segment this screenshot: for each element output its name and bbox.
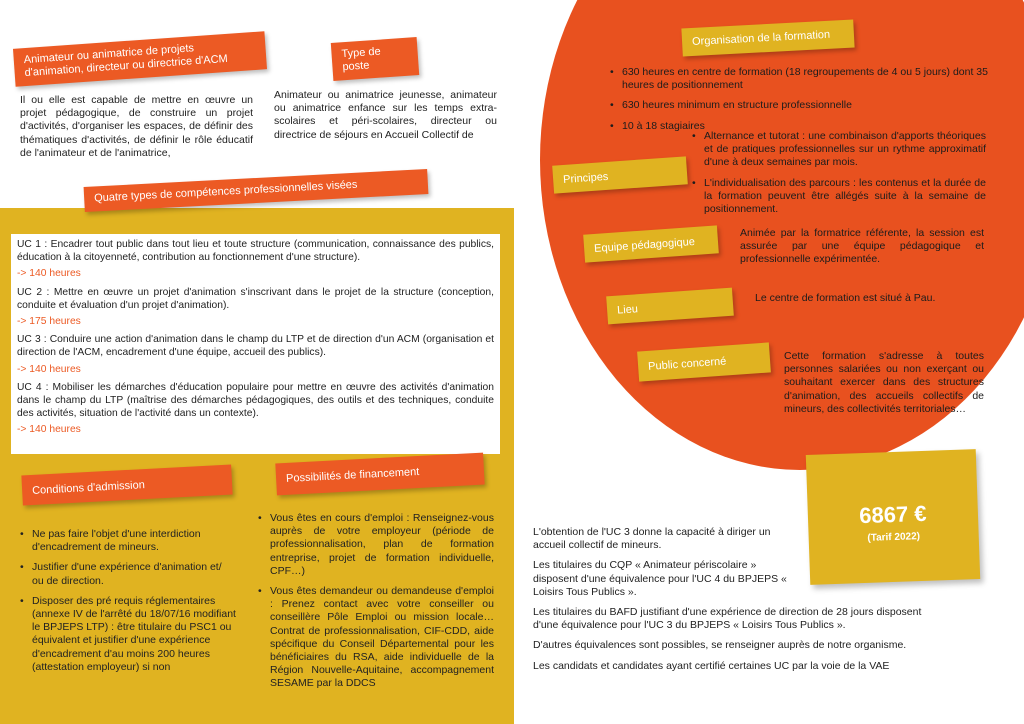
public-tag: Public concerné [637,342,771,381]
equiv-paragraph: Les candidats et candidates ayant certifié certaines UC par la voie de la VAE [533,659,890,672]
poste-text: Animateur ou animatrice jeunesse, animateur ou animatrice enfance sur les temps extra-scolaires et péri-scolaires, directeur ou directrice de séjours en Accueil Collectif de [274,89,497,141]
equiv-paragraph: D'autres équivalences sont possibles, se renseigner auprès de notre organisme. [533,639,907,652]
financement-item: • Vous êtes demandeur ou demandeuse d'emploi : Prenez contact avec votre conseiller ou conseillère Pôle Emploi ou mission locale… Contrat de professionnalisation, CIF-CDD, aide spécifique du Conseil Départemental pour les bénéficiaires du RSA, aide individuelle de la Région Nouvelle-Aquitaine, accompagnement SESAME par la DDCS [258,585,494,691]
price-amount: 6867 € [858,500,927,529]
equipe-text: Animée par la formatrice référente, la session est assurée par une équipe pédagogique et professionnelle expérimentée. [740,227,984,266]
financement-tag: Possibilités de financement [275,453,484,496]
lieu-text: Le centre de formation est situé à Pau. [755,292,936,304]
financement-item: • Vous êtes en cours d'emploi : Renseignez-vous auprès de votre employeur (période de professionnalisation, plan de formation entreprise, projet de formation individuelle, CPF…) [258,512,494,578]
uc2-text: UC 2 : Mettre en œuvre un projet d'animation s'inscrivant dans le projet de la structure (conception, conduite et évaluation d'un projet d'animation). [17,286,494,311]
poste-tag: Type de poste [331,37,419,81]
financement-list [258,512,494,702]
price-tarif: (Tarif 2022) [867,531,921,544]
role-tag: Animateur ou animatrice de projets d'animation, directeur ou directrice d'ACM [13,31,267,86]
lieu-tag: Lieu [606,288,734,325]
organisation-item: • 630 heures minimum en structure professionnelle [610,99,990,112]
organisation-list [610,66,990,140]
admission-list [20,528,236,681]
equivalences-block [533,526,925,673]
uc2-hours: -> 175 heures [17,316,81,328]
principes-list [692,130,986,223]
competences-tag: Quatre types de compétences professionnelles visées [84,169,429,212]
uc3-hours: -> 140 heures [17,363,81,375]
organisation-tag: Organisation de la formation [681,20,854,57]
equiv-paragraph: L'obtention de l'UC 3 donne la capacité à diriger un accueil collectif de mineurs. [533,526,771,552]
uc1-text: UC 1 : Encadrer tout public dans tout lieu et toute structure (communication, connaissance des publics, éducation à la citoyenneté, contribution au fonctionnement d'une structure). [17,239,494,264]
organisation-item: • 10 à 18 stagiaires [610,120,990,133]
admission-tag: Conditions d'admission [21,465,232,506]
principes-item: • L'individualisation des parcours : les contenus et la durée de la formation peuvent être allégés suite à la semaine de positionnement. [692,177,986,217]
equipe-tag: Equipe pédagogique [583,225,719,262]
organisation-item: • 630 heures en centre de formation (18 regroupements de 4 ou 5 jours) dont 35 heures de positionnement [610,66,990,92]
uc1-hours: -> 140 heures [17,268,81,280]
equiv-paragraph: Les titulaires du CQP « Animateur périscolaire » disposent d'une équivalence pour l'UC 4 du BPJEPS « Loisirs Tous Publics ». [533,559,787,598]
role-text: Il ou elle est capable de mettre en œuvre un projet pédagogique, de construire un projet d'activités, d'organiser les espaces, de définir des thématiques d'activités, de définir le rôle éducatif de l'animateur et de l'animatrice, [20,94,253,159]
uc4-hours: -> 140 heures [17,424,81,436]
admission-item: • Justifier d'une expérience d'animation et/ ou de direction. [20,561,236,587]
public-text: Cette formation s'adresse à toutes personnes salariées ou non exerçant ou souhaitant exercer dans des structures d'animation, des accueils collectifs de mineurs, des collectivités territoriales… [784,350,984,415]
equiv-paragraph: Les titulaires du BAFD justifiant d'une expérience de direction de 28 jours disposent d'une équivalence pour l'UC 3 du BPJEPS « Loisirs Tous Publics ». [533,606,922,632]
uc4-text: UC 4 : Mobiliser les démarches d'éducation populaire pour mettre en œuvre des activités d'animation dans le champ du LTP (maîtrise des démarches pédagogiques, des outils et des techniques, conduite des activités, situation de l'activité dans un contexte). [17,381,494,420]
uc3-text: UC 3 : Conduire une action d'animation dans le champ du LTP et de direction d'un ACM (organisation et direction de l'ACM, encadrement d'une équipe, accueil des publics). [17,334,494,359]
uc-box [11,234,500,454]
admission-item: • Disposer des pré requis réglementaires (annexe IV de l'arrêté du 18/07/16 modifiant le BPJEPS LTP) : être titulaire du PSC1 ou équivalent et justifier d'une expérience d'encadrement d'au moins 200 heures (attestation employeur) si non [20,595,236,674]
principes-item: • Alternance et tutorat : une combinaison d'apports théoriques et de pratiques professionnelles sur un rythme approximatif d'une à deux semaines par mois. [692,130,986,170]
principes-tag: Principes [552,156,688,193]
admission-item: • Ne pas faire l'objet d'une interdiction d'encadrement de mineurs. [20,528,236,554]
